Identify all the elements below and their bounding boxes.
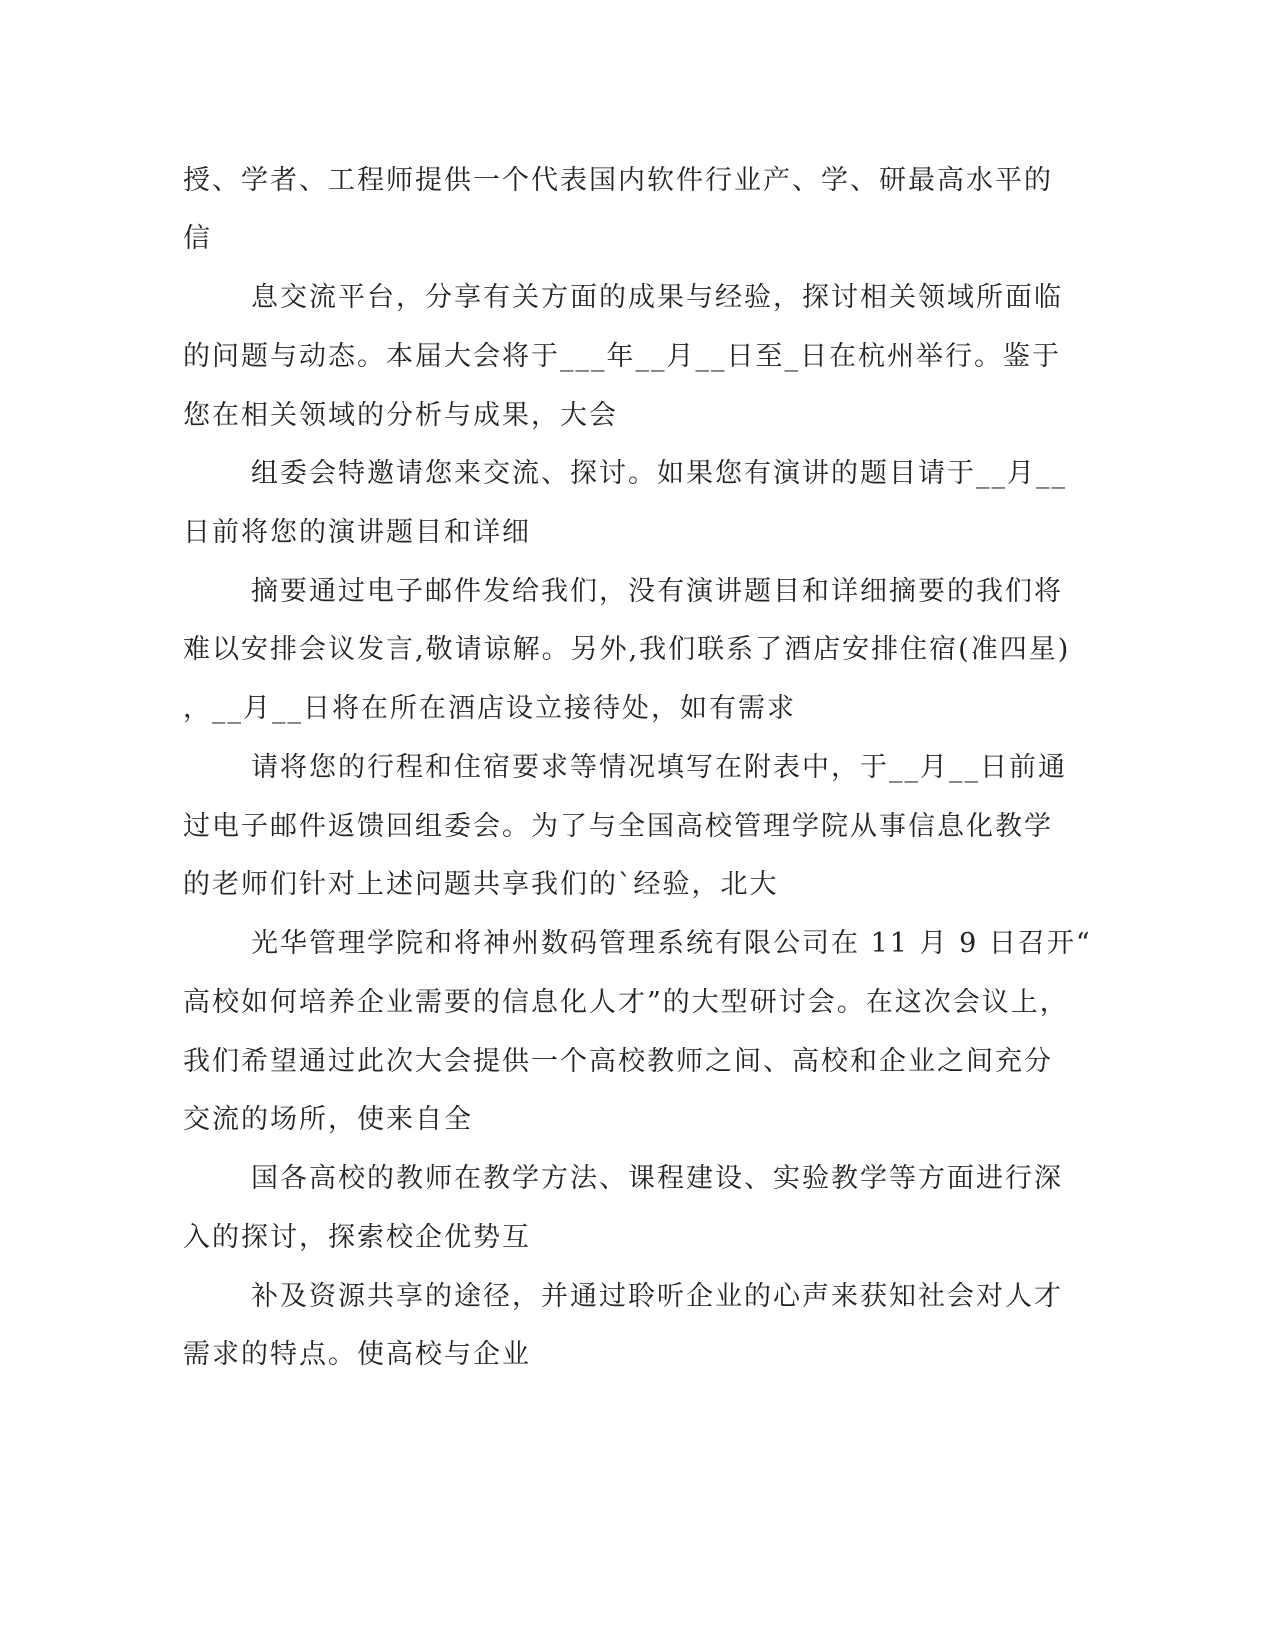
text-line: 您在相关领域的分析与成果，大会 <box>183 400 618 431</box>
text-line: 难以安排会议发言,敬请谅解。另外,我们联系了酒店安排住宿(准四星) <box>183 634 1071 665</box>
text-line: 过电子邮件返馈回组委会。为了与全国高校管理学院从事信息化教学 <box>183 811 1053 842</box>
text-line: 光华管理学院和将神州数码管理系统有限公司在 11 月 9 日召开“ <box>251 928 1092 959</box>
text-line: 信 <box>183 223 212 254</box>
text-line: 需求的特点。使高校与企业 <box>183 1339 531 1370</box>
text-line: 我们希望通过此次大会提供一个高校教师之间、高校和企业之间充分 <box>183 1046 1053 1077</box>
text-line: 补及资源共享的途径，并通过聆听企业的心声来获知社会对人才 <box>251 1281 1063 1312</box>
text-line: 息交流平台，分享有关方面的成果与经验，探讨相关领域所面临 <box>251 282 1063 313</box>
text-line: 的老师们针对上述问题共享我们的`经验，北大 <box>183 869 779 900</box>
text-line: 摘要通过电子邮件发给我们，没有演讲题目和详细摘要的我们将 <box>251 576 1063 607</box>
text-line: 授、学者、工程师提供一个代表国内软件行业产、学、研最高水平的 <box>183 165 1053 196</box>
text-line: 交流的场所，使来自全 <box>183 1104 473 1135</box>
text-line: 日前将您的演讲题目和详细 <box>183 517 531 548</box>
text-line: 的问题与动态。本届大会将于___年__月__日至_日在杭州举行。鉴于 <box>183 341 1061 372</box>
text-line: 组委会特邀请您来交流、探讨。如果您有演讲的题目请于__月__ <box>251 458 1067 489</box>
text-line: ，__月__日将在所在酒店设立接待处，如有需求 <box>183 693 796 724</box>
text-line: 请将您的行程和住宿要求等情况填写在附表中，于__月__日前通 <box>251 752 1067 783</box>
text-line: 国各高校的教师在教学方法、课程建设、实验教学等方面进行深 <box>251 1163 1063 1194</box>
text-line: 高校如何培养企业需要的信息化人才”的大型研讨会。在这次会议上， <box>183 987 1069 1018</box>
text-line: 入的探讨，探索校企优势互 <box>183 1222 531 1253</box>
